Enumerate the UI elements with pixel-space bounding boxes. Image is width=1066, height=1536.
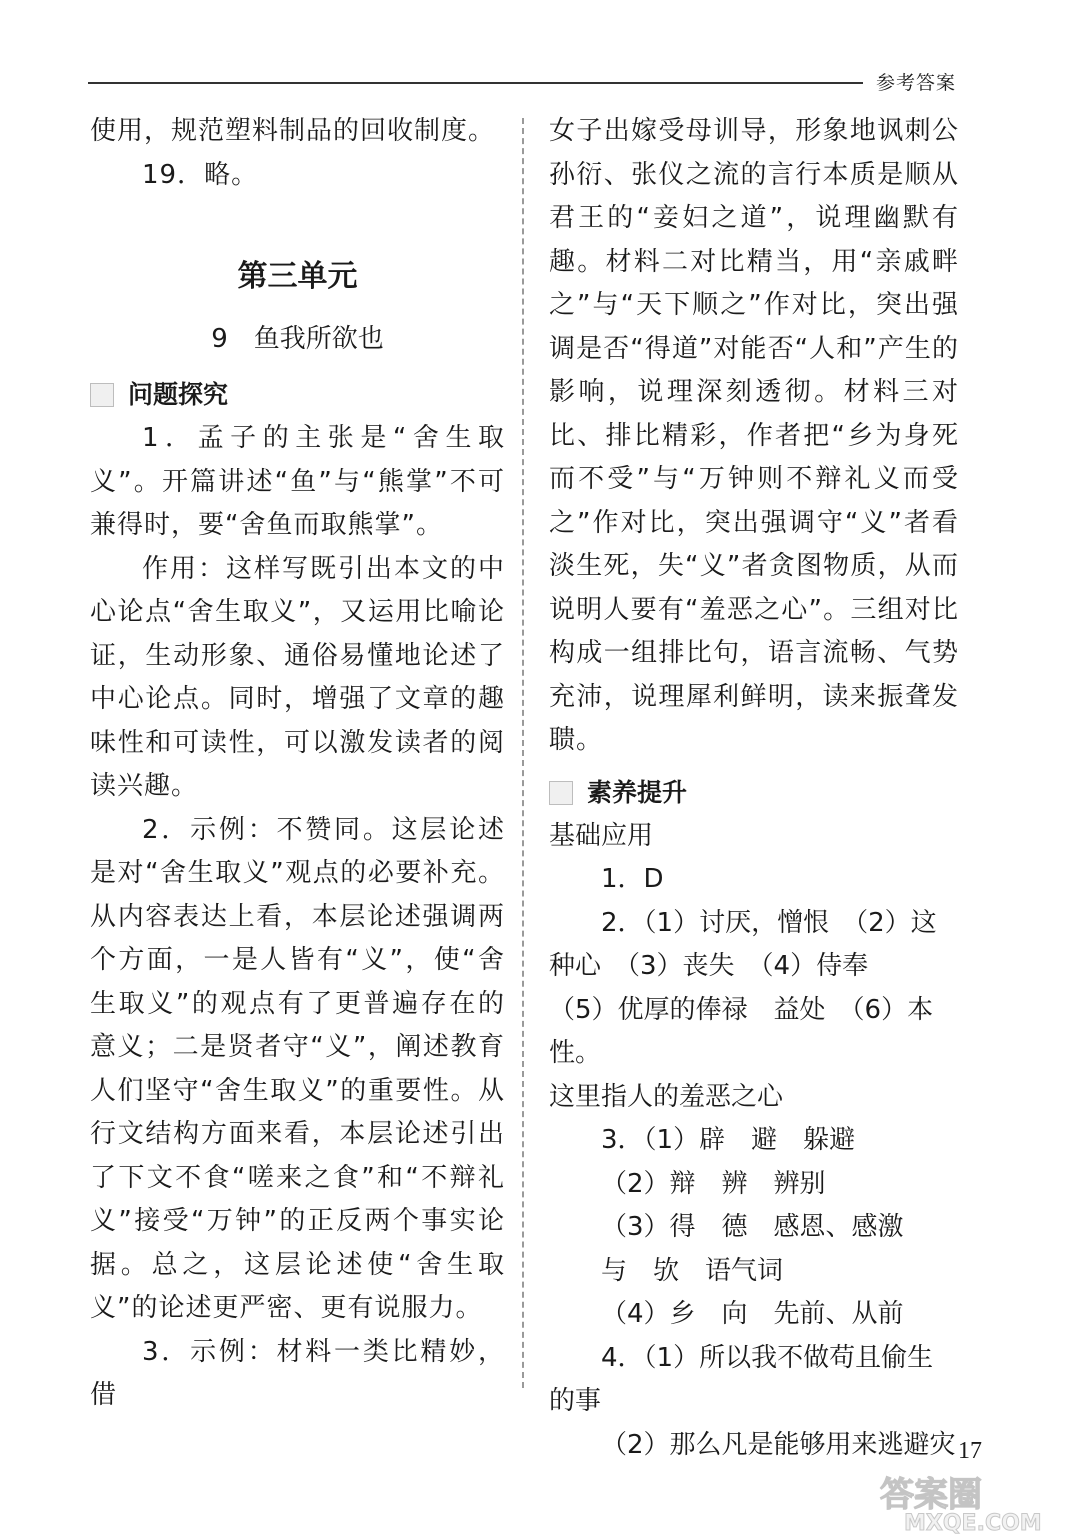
- answer-2-line: （5）优厚的俸禄 益处 （6）本性。: [549, 994, 934, 1068]
- section-marker-icon: [549, 781, 573, 805]
- section-heading-literacy: [549, 771, 959, 815]
- lesson-title: 9 鱼我所欲也: [211, 324, 384, 354]
- unit-title: 第三单元: [237, 259, 358, 294]
- answer-4-line: 4．（1）所以我不做苟且偷生: [601, 1342, 934, 1373]
- answer-2: 2．示例：不赞同。这层论述是对“舍生取义”观点的必要补充。从内容表达上看，本层论述强调两个方面，一是人皆有“义”，使“舍生取义”的观点有了更普遍存在的意义；二是贤者守“义”，阐述教育人们坚守“舍生取义”的重要性。从行文结构方面来看，本层论述引出了下文不食“嗟来之食”和“不辩礼义”接受“万钟”的正反两个事实论据。总之，这层论述使“舍生取义”的论述更严密、更有说服力。: [90, 814, 505, 1323]
- answer-3-line: （4）乡 向 先前、从前: [601, 1299, 904, 1329]
- right-column: [549, 110, 959, 1467]
- answer-2-line: 这里指人的羞恶之心: [549, 1081, 784, 1112]
- answer-2-line: 种心 （3）丧失 （4）侍奉: [549, 951, 869, 981]
- answer-1-choice: 1．D: [601, 864, 664, 894]
- page-number: 17: [958, 1438, 982, 1464]
- answer-3-continued: 女子出嫁受母训导，形象地讽刺公孙衍、张仪之流的言行本质是顺从君王的“妾妇之道”，说理幽默有趣。材料二对比精当，用“亲戚畔之”与“天下顺之”作对比，突出强调是否“得道”对能否“人和”产生的影响，说理深刻透彻。材料三对比、排比精彩，作者把“乡为身死而不受”与“万钟则不辩礼义而受之”作对比，突出强调守“义”者看淡生死，失“义”者贪图物质，从而说明人要有“羞恶之心”。三组对比构成一组排比句，语言流畅、气势充沛，说理犀利鲜明，读来振聋发聩。: [549, 116, 959, 755]
- answer-3-line: （2）辩 辨 辨别: [601, 1168, 826, 1199]
- left-column: [90, 110, 505, 1418]
- answer-1-effect: 作用：这样写既引出本文的中心论点“舍生取义”，又运用比喻论证，生动形象、通俗易懂地论述了中心论点。同时，增强了文章的趣味性和可读性，可以激发读者的阅读兴趣。: [90, 553, 505, 801]
- answer-4-line: 的事: [549, 1386, 602, 1416]
- answer-3-line: 3．（1）辟 避 躲避: [601, 1125, 856, 1155]
- header-label: 参考答案: [876, 72, 957, 94]
- answer-3-line: （3）得 德 感恩、感激: [601, 1212, 904, 1242]
- item-19: 19．略。: [142, 159, 259, 190]
- section-heading-label: 素养提升: [587, 777, 688, 807]
- watermark-text: 答案圈: [880, 1475, 982, 1515]
- header-rule: [88, 82, 863, 84]
- answer-1: 1．孟子的主张是“舍生取义”。开篇讲述“鱼”与“熊掌”不可兼得时，要“舍鱼而取熊掌”。: [90, 423, 505, 540]
- answer-3-start: 3．示例：材料一类比精妙，借: [90, 1336, 505, 1410]
- answer-4-line: （2）那么凡是能够用来逃避灾: [601, 1429, 956, 1460]
- section-marker-icon: [90, 383, 114, 407]
- continuation-text: 使用，规范塑料制品的回收制度。: [90, 116, 496, 146]
- watermark-url: MXQE.COM: [904, 1511, 1042, 1534]
- column-divider: [522, 118, 524, 1388]
- section-heading-inquiry: [90, 373, 505, 417]
- section-heading-label: 问题探究: [128, 380, 229, 409]
- answer-3-line: 与 欤 语气词: [601, 1255, 784, 1286]
- watermark-logo: [874, 1468, 1064, 1534]
- answer-2-line: 2．（1）讨厌，憎恨 （2）这: [601, 907, 937, 938]
- basic-application-label: 基础应用: [549, 820, 654, 851]
